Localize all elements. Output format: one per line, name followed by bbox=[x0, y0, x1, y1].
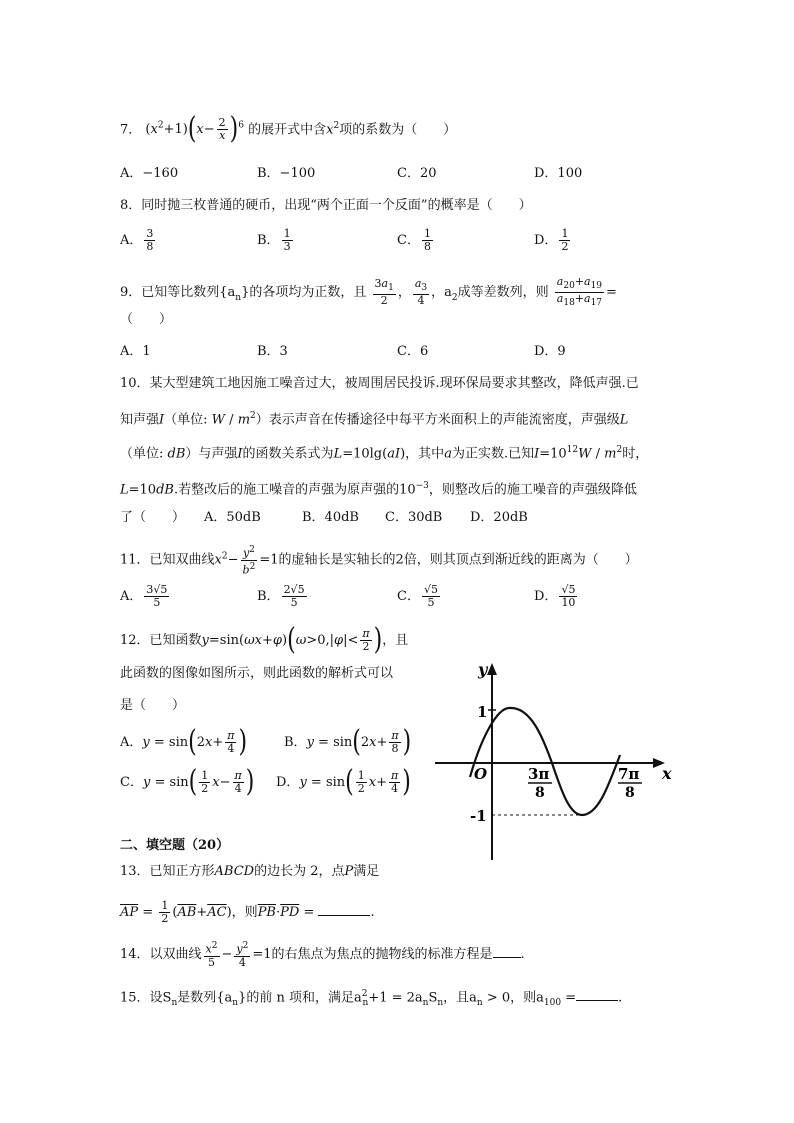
q12-line-2: 此函数的图像如图所示，则此函数的解析式可以 bbox=[120, 666, 394, 681]
q12-line-3: 是（ ） bbox=[120, 698, 186, 713]
q12-option-c: C．y = sin( $\frac{1}{2}$ x− $\frac{\pi}{4}$ ) bbox=[120, 764, 255, 799]
q11-option-c: C． $\frac{√5}{5}$ bbox=[397, 583, 438, 609]
q7-option-a: A．−160 bbox=[120, 166, 179, 181]
q7-expression: $(x^2+1)(x-$ $\frac{2}{x}$ )$^6$ bbox=[145, 112, 244, 147]
graph-tick-3pi8-num: 3π bbox=[528, 765, 550, 783]
q7-stem: 7． $(x^2+1)(x-$ $\frac{2}{x}$ )$^6$ 的展开式中含$x^2$项的系数为（ ） bbox=[120, 112, 457, 147]
q11-option-a: A． $\frac{3√5}{5}$ bbox=[120, 583, 168, 609]
q12-line-1: 12．已知函数y=sin(ωx+φ)(ω>0,|φ|< $\frac{\pi}{2}$ )，且 bbox=[120, 622, 409, 657]
q11-option-d: D． $\frac{√5}{10}$ bbox=[534, 583, 576, 609]
q7-option-c: C．20 bbox=[397, 166, 437, 181]
q10-line-4: L=10dB.若整改后的施工噪音的声强为原声强的$10^{-3}$，则整改后的施工噪音的声强级降低 bbox=[120, 481, 637, 498]
q9-stem: 9．已知等比数列$\{a_n\}$的各项均为正数，且 $\frac{3a_1}{2}$ ， $\frac{a_3}{4}$ ，$a_2$成等差数列，则 $\frac{a_{20}+a_{19}}{a_{18}+a_{17}}$ = bbox=[120, 275, 617, 309]
q13-line-2: $\overline{AP}$ = $\frac{1}{2}$ $(\overline{AB}+\overline{AC})$，则$\overline{PB}\cdot\overline{PD}$ = . bbox=[120, 899, 375, 925]
q9-option-c: C．6 bbox=[397, 344, 429, 359]
q7-option-b: B．−100 bbox=[257, 166, 316, 181]
graph-origin-label: O bbox=[474, 765, 488, 783]
q10-option-a: A．50dB bbox=[204, 510, 261, 525]
q12-option-b: B．y = sin(2x+ $\frac{\pi}{8}$ ) bbox=[284, 724, 412, 759]
q9-option-d: D．9 bbox=[534, 344, 566, 359]
graph-y-label: y bbox=[478, 660, 488, 679]
q13-answer-blank[interactable] bbox=[318, 901, 370, 916]
q13-line-1: 13．已知正方形ABCD的边长为 2，点P满足 bbox=[120, 864, 380, 879]
graph-tick-1-label: 1 bbox=[477, 703, 488, 721]
q10-option-d: D．20dB bbox=[470, 510, 528, 525]
q15-answer-blank[interactable] bbox=[576, 986, 618, 1001]
q11-stem: 11．已知双曲线$x^2-$ $\frac{y^2}{b^2}$ =1的虚轴长是实轴长的2倍，则其顶点到渐近线的距离为（ ） bbox=[120, 545, 638, 577]
q8-option-a: A． $\frac{3}{8}$ bbox=[120, 227, 154, 253]
q7-option-d: D．100 bbox=[534, 166, 583, 181]
q9-option-a: A．1 bbox=[120, 344, 151, 359]
q14-answer-blank[interactable] bbox=[493, 943, 521, 958]
graph-tick-3pi8-den: 8 bbox=[535, 785, 545, 801]
section-2-title: 二、填空题（20） bbox=[120, 838, 230, 853]
q9-option-b: B．3 bbox=[257, 344, 288, 359]
graph-tick-7pi8-num: 7π bbox=[618, 765, 640, 783]
graph-x-label: x bbox=[662, 764, 672, 783]
q10-line-1: 10．某大型建筑工地因施工噪音过大，被周围居民投诉.现环保局要求其整改，降低声强.已 bbox=[120, 376, 639, 391]
q8-option-c: C． $\frac{1}{8}$ bbox=[397, 227, 431, 253]
q9-paren: （ ） bbox=[120, 312, 173, 327]
graph-tick-m1-label: -1 bbox=[470, 807, 487, 825]
q10-line-3: （单位: dB）与声强I的函数关系式为L=10lg(aI)，其中a为正实数.已知$I=10^{12}W / m^2$时， bbox=[120, 445, 649, 462]
q14-stem: 14．以双曲线 $\frac{x^2}{5}$ − $\frac{y^2}{4}$ =1的右焦点为焦点的抛物线的标准方程是 . bbox=[120, 941, 525, 969]
q12-option-a: A．y = sin(2x+ $\frac{\pi}{4}$ ) bbox=[120, 724, 248, 759]
q10-option-b: B．40dB bbox=[302, 510, 359, 525]
q8-option-d: D． $\frac{1}{2}$ bbox=[534, 227, 569, 253]
q15-stem: 15．设$S_n$是数列$\{a_n\}$的前 n 项和，满足$a^2_n+1 = 2a_nS_n$，且$a_n > 0$，则$a_{100}$ = . bbox=[120, 984, 622, 1013]
q8-option-b: B． $\frac{1}{3}$ bbox=[257, 227, 291, 253]
q12-option-d: D．y = sin( $\frac{1}{2}$ x+ $\frac{\pi}{4}$ ) bbox=[276, 764, 411, 799]
q10-option-c: C．30dB bbox=[385, 510, 443, 525]
q11-option-b: B． $\frac{2√5}{5}$ bbox=[257, 583, 305, 609]
q10-line-5: 了（ ） bbox=[120, 510, 186, 525]
graph-tick-7pi8-den: 8 bbox=[625, 785, 635, 801]
q8-stem: 8．同时抛三枚普通的硬币，出现“两个正面一个反面”的概率是（ ） bbox=[120, 198, 532, 213]
graph-y-arrow-icon bbox=[487, 663, 497, 675]
q12-sine-graph bbox=[430, 655, 680, 865]
q10-line-2: 知声强I（单位: W / $m^2$）表示声音在传播途径中每平方米面积上的声能流密度，声强级L bbox=[120, 411, 629, 428]
